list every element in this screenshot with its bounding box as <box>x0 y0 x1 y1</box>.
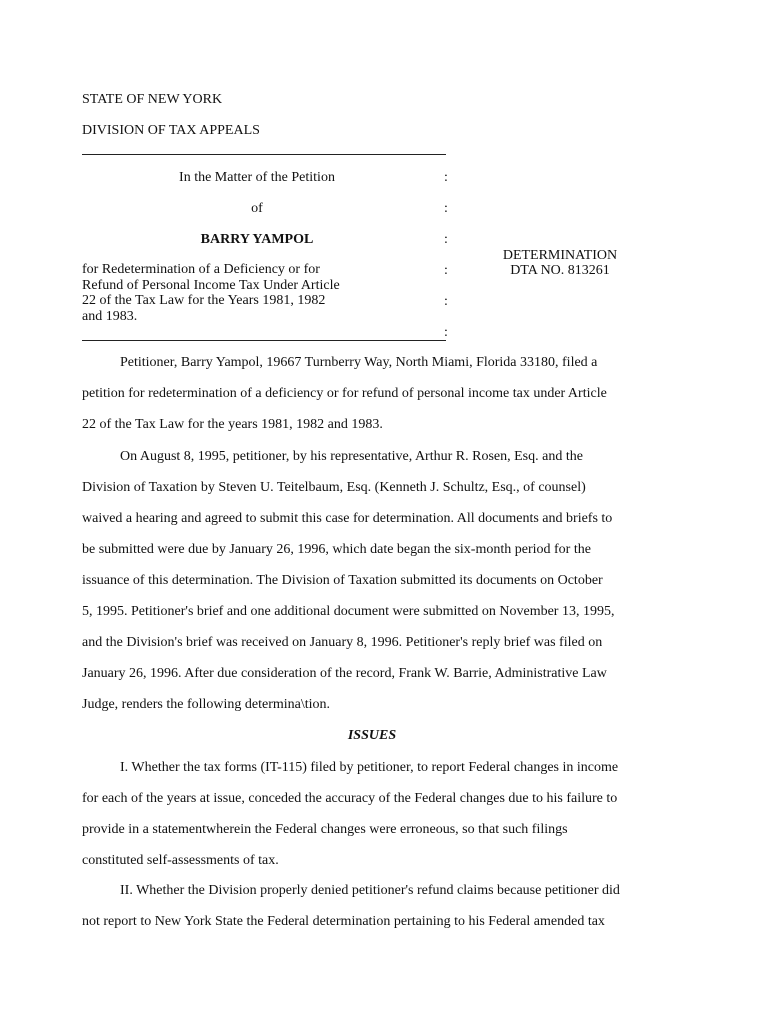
paragraph-line: be submitted were due by January 26, 1996, which date began the six-month period for the <box>82 542 591 557</box>
caption-colon: : <box>444 325 448 340</box>
paragraph-line: waived a hearing and agreed to submit this case for determination. All documents and briefs to <box>82 511 613 526</box>
issues-heading: ISSUES <box>347 728 397 743</box>
caption-colon: : <box>444 201 448 216</box>
paragraph-line: 5, 1995. Petitioner's brief and one additional document were submitted on November 13, 1995, <box>82 604 615 619</box>
caption-purpose-line: for Redetermination of a Deficiency or for <box>82 262 320 277</box>
determination-label: DETERMINATION <box>502 248 618 263</box>
paragraph-line: January 26, 1996. After due consideration of the record, Frank W. Barrie, Administrative Law <box>82 666 607 681</box>
division-heading: DIVISION OF TAX APPEALS <box>82 123 260 138</box>
paragraph-line: issuance of this determination. The Division of Taxation submitted its documents on October <box>82 573 603 588</box>
issue-line: provide in a statementwherein the Federal changes were erroneous, so that such filings <box>82 822 568 837</box>
caption-petitioner-name: BARRY YAMPOL <box>200 232 314 247</box>
issue-line: constituted self-assessments of tax. <box>82 853 279 868</box>
paragraph-line: Division of Taxation by Steven U. Teitelbaum, Esq. (Kenneth J. Schultz, Esq., of counsel) <box>82 480 586 495</box>
issue-line: for each of the years at issue, conceded the accuracy of the Federal changes due to his failure to <box>82 791 618 806</box>
issue-line: not report to New York State the Federal determination pertaining to his Federal amended tax <box>82 914 605 929</box>
paragraph-line: Petitioner, Barry Yampol, 19667 Turnberry Way, North Miami, Florida 33180, filed a <box>120 355 598 370</box>
issue-line: I. Whether the tax forms (IT-115) filed by petitioner, to report Federal changes in income <box>120 760 619 775</box>
paragraph-line: and the Division's brief was received on January 8, 1996. Petitioner's reply brief was filed on <box>82 635 603 650</box>
paragraph-line: On August 8, 1995, petitioner, by his representative, Arthur R. Rosen, Esq. and the <box>120 449 583 464</box>
caption-bottom-rule <box>82 340 446 341</box>
caption-matter: In the Matter of the Petition <box>179 170 335 185</box>
caption-purpose-line: Refund of Personal Income Tax Under Article <box>82 277 340 293</box>
caption-colon: : <box>444 232 448 247</box>
caption-of: of <box>251 201 263 216</box>
state-heading: STATE OF NEW YORK <box>82 92 223 107</box>
dta-number: DTA NO. 813261 <box>510 263 610 278</box>
caption-purpose-line: and 1983. <box>82 308 138 324</box>
paragraph-line: Judge, renders the following determina\tion. <box>82 697 331 712</box>
caption-colon: : <box>444 263 448 278</box>
caption-colon: : <box>444 294 448 309</box>
caption-colon: : <box>444 170 448 185</box>
caption-purpose-line: 22 of the Tax Law for the Years 1981, 1982 <box>82 293 326 308</box>
paragraph-line: petition for redetermination of a deficiency or for refund of personal income tax under Article <box>82 386 607 401</box>
caption-purpose <box>82 262 422 324</box>
paragraph-line: 22 of the Tax Law for the years 1981, 1982 and 1983. <box>82 417 383 432</box>
issue-line: II. Whether the Division properly denied petitioner's refund claims because petitioner did <box>120 883 620 898</box>
caption-top-rule <box>82 154 446 155</box>
